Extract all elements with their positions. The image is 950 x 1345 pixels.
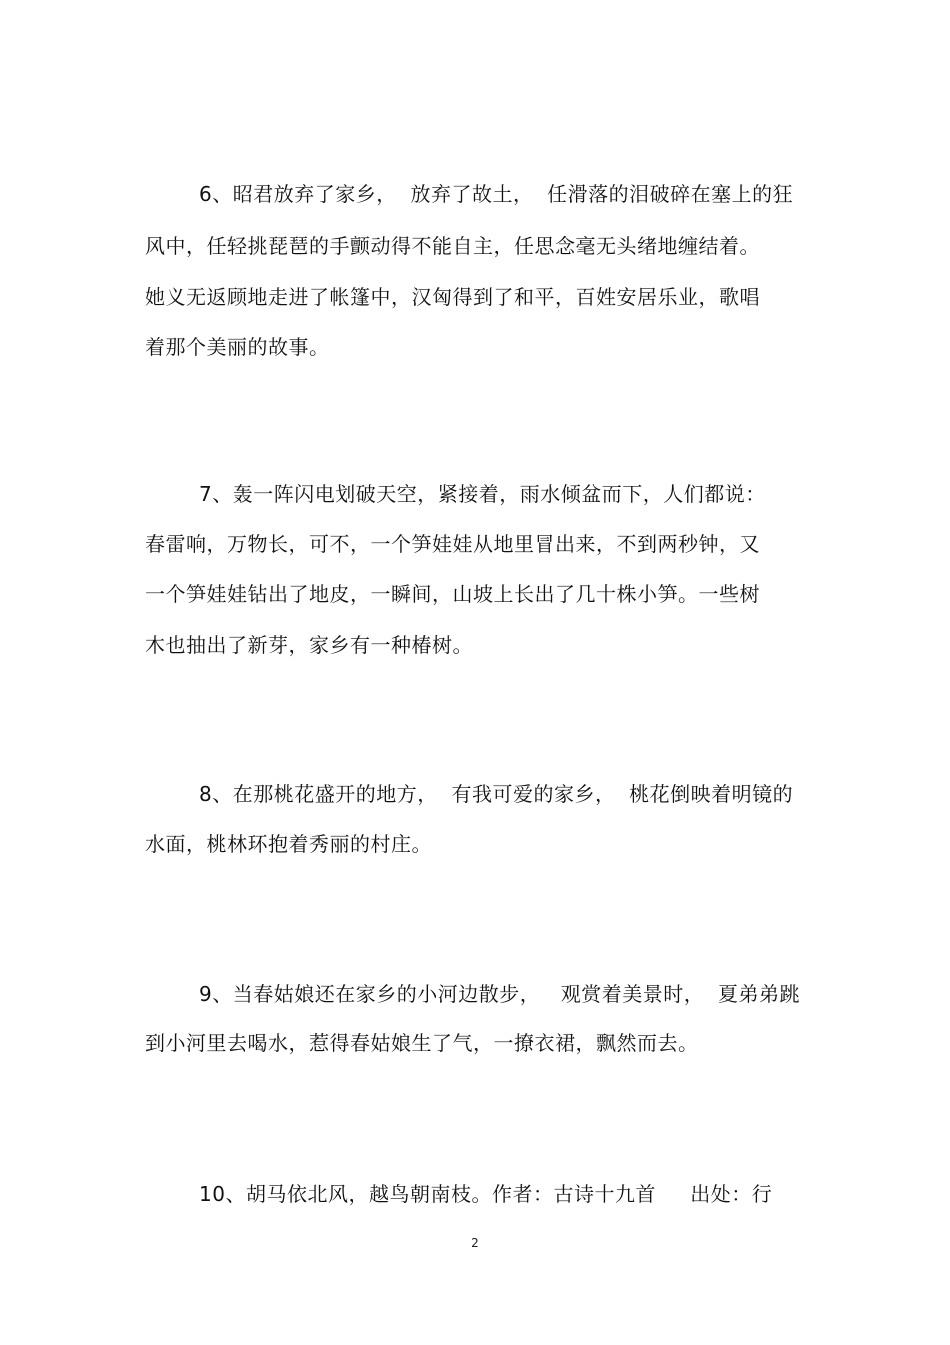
page-number: 2 bbox=[471, 1236, 479, 1250]
paragraph-line: 到小河里去喝水，惹得春姑娘生了气，一撩衣裙，飘然而去。 bbox=[145, 1031, 699, 1055]
paragraph-line: 一个笋娃娃钻出了地皮，一瞬间，山坡上长出了几十株小笋。一些树 bbox=[145, 582, 760, 606]
paragraph-line: 她义无返顾地走进了帐篷中，汉匈得到了和平，百姓安居乐业，歌唱 bbox=[145, 285, 760, 309]
paragraph-line: 9、当春姑娘还在家乡的小河边散步， 观赏着美景时， 夏弟弟跳 bbox=[199, 982, 801, 1006]
paragraph-line: 着那个美丽的故事。 bbox=[145, 335, 330, 359]
paragraph-line: 6、昭君放弃了家乡， 放弃了故土， 任滑落的泪破碎在塞上的狂 bbox=[199, 182, 794, 206]
paragraph-line: 木也抽出了新芽，家乡有一种椿树。 bbox=[145, 633, 473, 657]
paragraph-line: 风中，任轻挑琵琶的手颤动得不能自主，任思念毫无头绪地缠结着。 bbox=[145, 234, 760, 258]
paragraph-line: 10、胡马依北风，越鸟朝南枝。作者：古诗十九首 出处：行 bbox=[199, 1182, 773, 1206]
paragraph-line: 8、在那桃花盛开的地方， 有我可爱的家乡， 桃花倒映着明镜的 bbox=[199, 782, 794, 806]
paragraph-line: 春雷响，万物长，可不，一个笋娃娃从地里冒出来，不到两秒钟，又 bbox=[145, 532, 760, 556]
paragraph-line: 水面，桃林环抱着秀丽的村庄。 bbox=[145, 832, 432, 856]
paragraph-line: 7、轰一阵闪电划破天空，紧接着，雨水倾盆而下，人们都说： bbox=[199, 482, 766, 506]
